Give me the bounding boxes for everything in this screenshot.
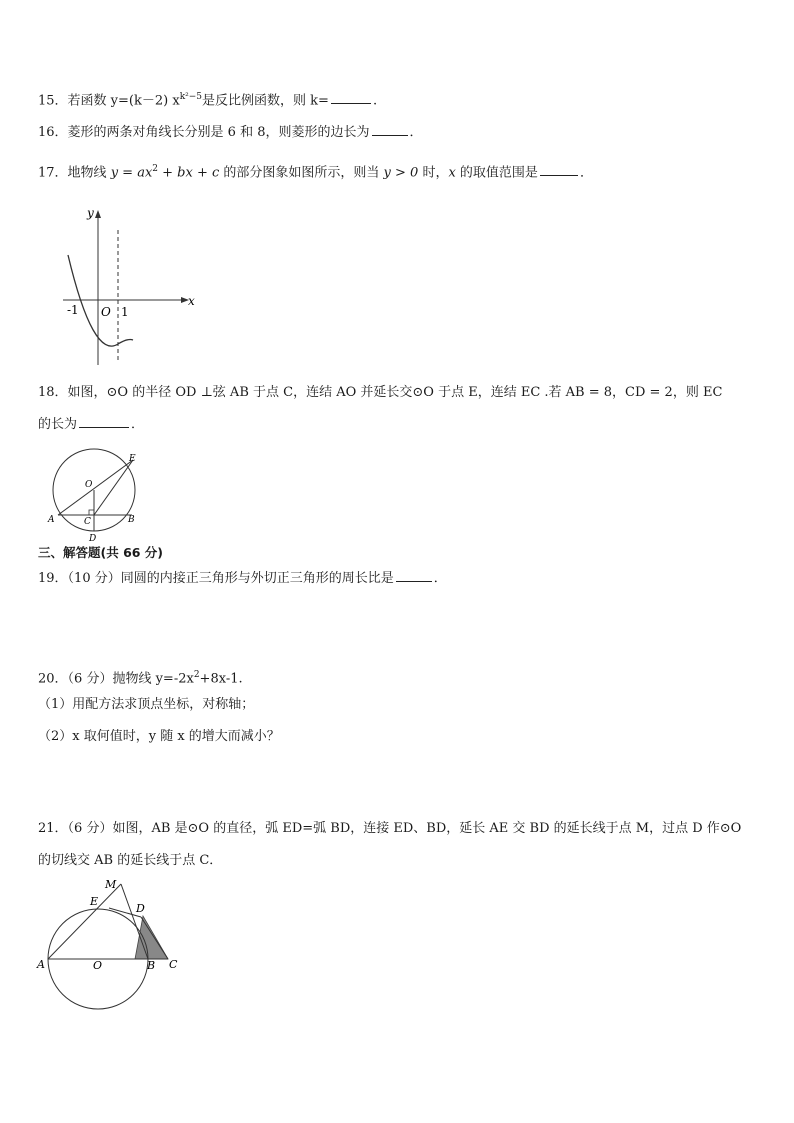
question-16-text: 菱形的两条对角线长分别是 6 和 8，则菱形的边长为 [67,125,370,140]
circle-figure-21 [35,876,185,1011]
question-18-end: ． [131,417,145,432]
question-20-text-pre: 20．（6 分）抛物线 y=-2x [38,671,194,687]
point-E-label: E [129,454,136,464]
question-20-text-post: +8x-1. [199,671,243,687]
question-15-text-pre: 若函数 y=(k－2) x [67,93,180,109]
question-19-end: ． [433,571,447,586]
question-15 [38,88,377,110]
question-18-line-2 [38,416,144,434]
point-D-label: D [136,902,145,915]
question-16 [38,124,423,142]
origin-label: O [101,305,111,319]
condition: y > 0 [383,165,419,181]
tick-label-minus-1: -1 [67,303,79,317]
parabola-formula-a: y = ax [110,165,153,181]
question-17-text-1: 地物线 [67,165,111,181]
answer-blank[interactable] [79,427,129,428]
question-20-part-2: （2）x 取何值时，y 随 x 的增大而减小？ [38,729,280,744]
point-O-label: O [93,959,103,972]
point-C-label: C [84,517,91,527]
question-15-text-post: 是反比例函数，则 k= [202,93,329,109]
question-21-line-1: 21．（6 分）如图，AB 是⊙O 的直径，弧 ED=弧 BD，连接 ED、BD，延长 AE 交 BD 的延长线于点 M，过点 D 作⊙O [38,821,742,836]
variable-x: x [448,165,456,181]
question-19-text: 19．（10 分）同圆的内接正三角形与外切正三角形的周长比是 [38,571,394,586]
point-E-label: E [90,895,99,908]
parabola-figure [55,200,200,370]
point-C-label: C [169,958,178,971]
point-D-label: D [89,534,97,544]
question-17-number: 17． [38,165,68,181]
answer-blank[interactable] [331,103,371,104]
question-15-number: 15． [38,93,68,109]
point-M-label: M [105,878,117,891]
question-15-end: . [372,93,378,109]
question-17-text-4: 的取值范围是 [455,165,538,181]
point-A-label: A [37,958,45,971]
point-O-label: O [85,480,93,490]
question-20-part-1: （1）用配方法求顶点坐标，对称轴； [38,697,255,712]
question-17: 17．地物线 $y = ax^2$ + bx + c 的部分图象如图所示，则当 y > 0 时，x 的取值范围是 ． [38,164,593,181]
question-17-end: ． [579,165,593,181]
question-16-number: 16． [38,125,68,140]
question-18-line-1 [38,384,722,402]
parabola-formula-b: + bx + c [158,165,220,181]
question-18-text: 18．如图，⊙O 的半径 OD ⊥弦 AB 于点 C，连结 AO 并延长交⊙O 于点 E，连结 EC .若 AB = 8，CD = 2，则 EC [38,385,723,400]
tick-label-1: 1 [121,305,129,319]
section-heading: 三、解答题(共 66 分) [38,545,164,560]
point-A-label: A [48,515,55,525]
question-20-exponent: 2 [193,670,200,680]
answer-blank[interactable] [540,175,578,176]
point-B-label: B [128,515,135,525]
point-B-label: B [147,959,156,972]
question-17-text-2: 的部分图象如图所示，则当 [219,165,384,181]
x-axis-label: x [188,294,195,308]
question-20 [38,666,243,688]
answer-blank[interactable] [396,581,432,582]
y-axis-label: y [87,206,94,220]
question-15-exponent: k²−5 [179,92,203,102]
circle-figure-18 [45,448,150,543]
question-19 [38,570,447,588]
question-16-end: ． [409,125,423,140]
answer-blank[interactable] [372,135,408,136]
question-17-text-3: 时， [418,165,449,181]
question-18-text-2: 的长为 [38,417,78,432]
question-21-line-2: 的切线交 AB 的延长线于点 C． [38,853,223,868]
